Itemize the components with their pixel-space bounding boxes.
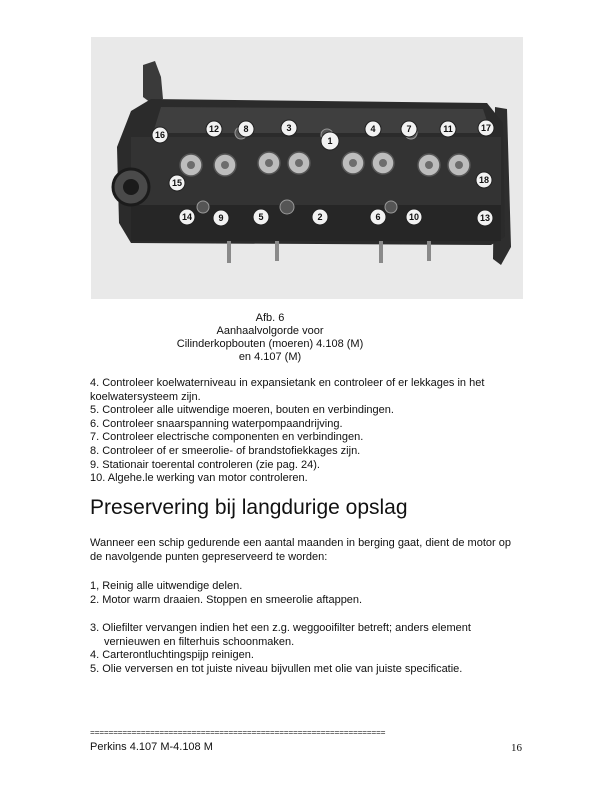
svg-text:6: 6: [375, 212, 381, 222]
svg-text:4: 4: [370, 124, 376, 134]
svg-text:2: 2: [317, 212, 323, 222]
bolt-marker: [206, 121, 222, 137]
bolt-marker: [370, 209, 386, 225]
cylinder-head-photo: [91, 37, 523, 299]
figure-number: Afb. 6: [255, 312, 285, 324]
bolt-marker: [440, 121, 456, 137]
list-item: vernieuwen en filterhuis schoonmaken.: [104, 635, 295, 648]
list-item: 4. Carterontluchtingspijp reinigen.: [90, 649, 254, 662]
figure-caption-line: Aanhaalvolgorde voor: [216, 325, 324, 337]
list-item: koelwatersysteem zijn.: [90, 390, 201, 403]
section-intro: Wanneer een schip gedurende een aantal maanden in berging gaat, dient de motor op de navolgende punten gepreserveerd te worden:: [90, 537, 511, 563]
bolt-marker: [476, 172, 492, 188]
svg-text:13: 13: [479, 213, 491, 223]
bolt-marker: [401, 121, 417, 137]
bolt-marker: [238, 121, 254, 137]
bolt-marker: [365, 121, 381, 137]
svg-text:1: 1: [327, 136, 333, 146]
bolt-marker: [477, 210, 493, 226]
list-item: 2. Motor warm draaien. Stoppen en smeerolie aftappen.: [90, 593, 363, 606]
bolt-marker: [312, 209, 328, 225]
list-item: 3. Oliefilter vervangen indien het een z.g. weggooifilter betreft; anders element: [90, 622, 471, 634]
list-item: 9. Stationair toerental controleren (zie pag. 24).: [90, 458, 320, 471]
bolt-marker: [213, 210, 229, 226]
footer-divider: ================================================================: [90, 729, 386, 738]
svg-text:16: 16: [154, 130, 166, 140]
bolt-marker: [281, 120, 297, 136]
preservation-steps: [90, 580, 530, 607]
list-item: 4. Controleer koelwaterniveau in expansietank en controleer of er lekkages in het: [90, 377, 485, 389]
list-item: 5. Controleer alle uitwendige moeren, bouten en verbindingen.: [90, 404, 394, 417]
list-item: 6. Controleer snaarspanning waterpompaandrijving.: [90, 417, 343, 430]
svg-text:8: 8: [243, 124, 249, 134]
svg-text:3: 3: [286, 123, 292, 133]
list-item: 10. Algehe.le werking van motor controleren.: [90, 472, 308, 485]
list-item: 7. Controleer electrische componenten en verbindingen.: [90, 431, 364, 444]
svg-text:14: 14: [181, 212, 193, 222]
section-heading: Preservering bij langdurige opslag: [90, 496, 408, 519]
figure-caption-line: en 4.107 (M): [238, 351, 302, 363]
bolt-marker: [321, 132, 339, 150]
svg-text:18: 18: [478, 175, 490, 185]
svg-text:12: 12: [208, 124, 220, 134]
list-item: 8. Controleer of er smeerolie- of brandstofiekkages zijn.: [90, 444, 361, 457]
bolt-marker: [179, 209, 195, 225]
figure-caption-line: Cilinderkopbouten (moeren) 4.108 (M): [176, 338, 364, 350]
svg-text:17: 17: [480, 123, 492, 133]
preservation-steps: [90, 622, 530, 676]
checklist: [90, 377, 530, 486]
page-number: 16: [511, 742, 522, 754]
bolt-marker: [478, 120, 494, 136]
footer-title: Perkins 4.107 M-4.108 M: [90, 741, 213, 753]
list-item: 1, Reinig alle uitwendige delen.: [90, 580, 243, 592]
bolt-marker: [152, 127, 168, 143]
bolt-marker: [406, 209, 422, 225]
svg-text:9: 9: [218, 213, 224, 223]
svg-text:15: 15: [171, 178, 183, 188]
bolt-marker: [169, 175, 185, 191]
svg-text:5: 5: [258, 212, 264, 222]
bolt-marker: [253, 209, 269, 225]
list-item: 5. Olie verversen en tot juiste niveau bijvullen met olie van juiste specificatie.: [90, 662, 463, 675]
svg-text:7: 7: [406, 124, 412, 134]
svg-text:11: 11: [443, 124, 453, 134]
svg-text:10: 10: [408, 212, 420, 222]
